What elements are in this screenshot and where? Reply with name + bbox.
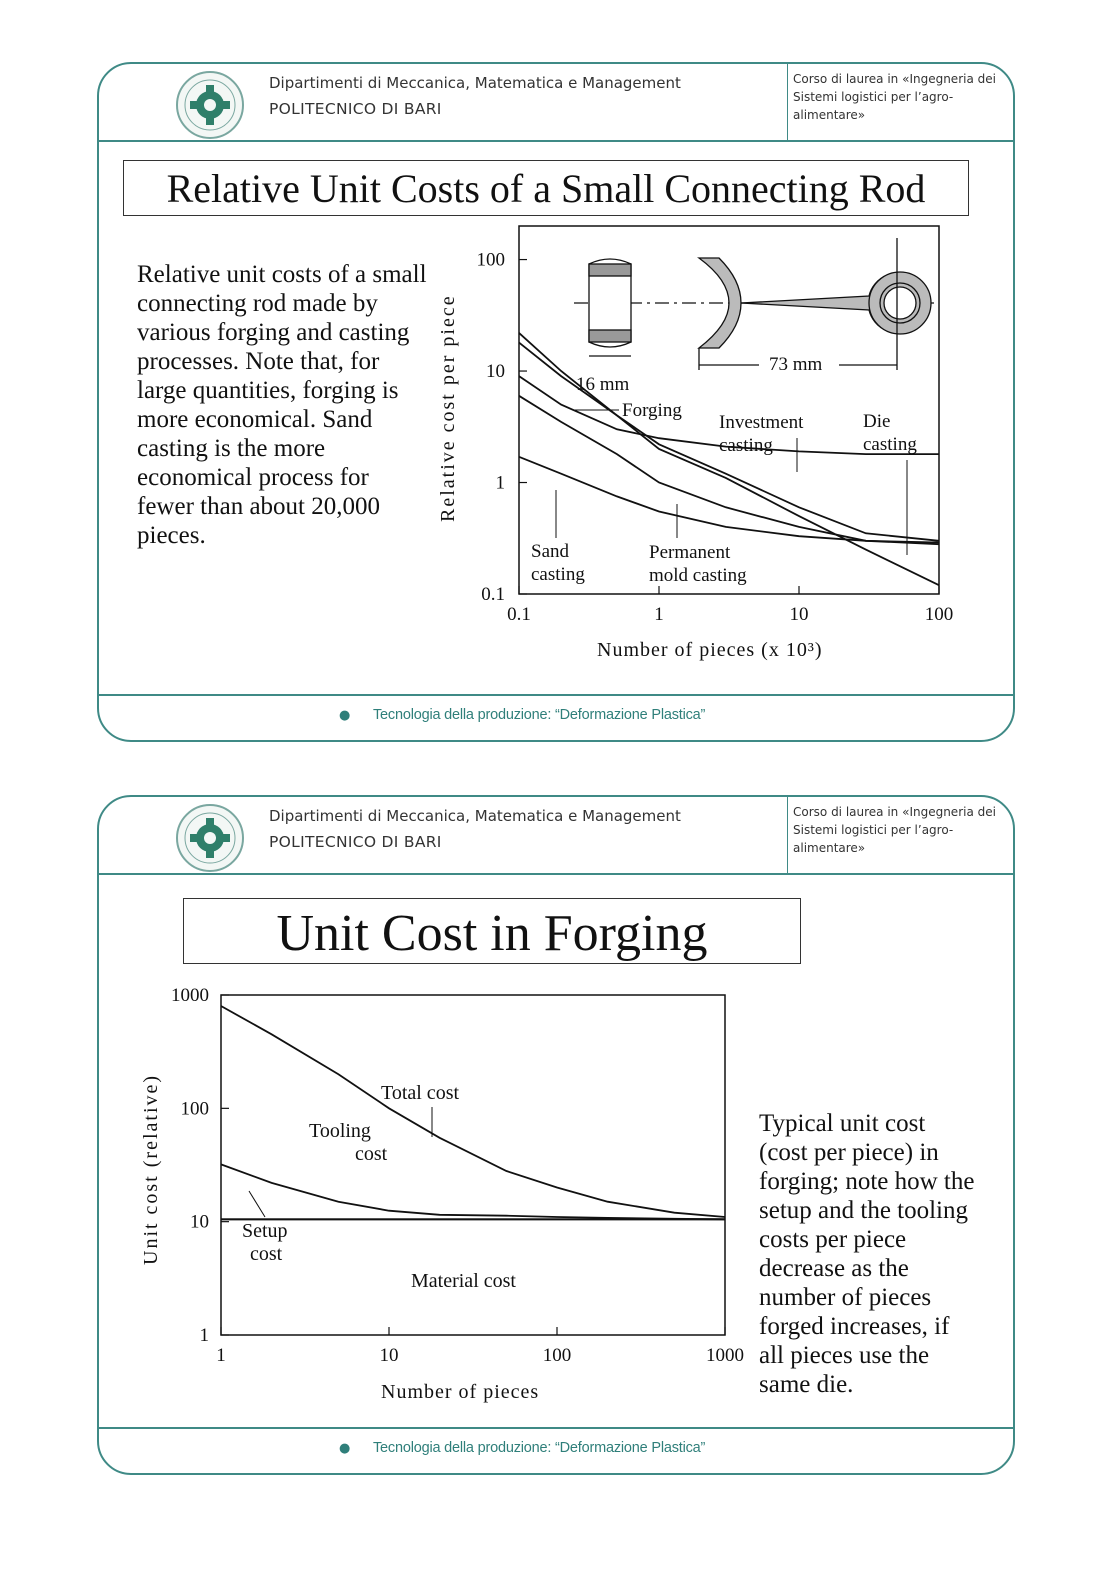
footer-bullet-icon: ●: [339, 1441, 351, 1456]
x-tick-label: 100: [924, 604, 954, 625]
department-name: Dipartimenti di Meccanica, Matematica e Management: [269, 74, 681, 92]
x-axis-label: Number of pieces: [381, 1381, 540, 1403]
x-axis-label: Number of pieces (x 10³): [597, 639, 823, 661]
slide-header: [99, 797, 1013, 875]
y-tick-label: 0.1: [481, 584, 505, 605]
university-seal-icon: [175, 70, 245, 140]
investment-word: Investment: [719, 412, 804, 433]
setup-cost-pointer: [249, 1191, 265, 1217]
university-seal-icon: [175, 803, 245, 873]
series-label-setup-cost: [242, 1220, 293, 1265]
y-tick-label: 1: [495, 472, 505, 494]
series-group: [221, 1006, 725, 1219]
x-tick-label: 10: [789, 604, 809, 625]
setup-word: Setup: [242, 1220, 288, 1242]
y-axis-label: Unit cost (relative): [140, 1073, 162, 1265]
y-axis-label: Relative cost per piece: [437, 294, 459, 522]
course-name: Corso di laurea in «Ingegneria dei Sistemi logistici per l’agro-alimentare»: [793, 805, 996, 855]
series-label-sand: [531, 541, 585, 585]
course-name: Corso di laurea in «Ingegneria dei Sistemi logistici per l’agro-alimentare»: [793, 72, 996, 122]
series-label-permanent: [649, 542, 747, 586]
series-label-total-cost: Total cost: [381, 1082, 460, 1104]
permanent-word: Permanent: [649, 542, 731, 563]
slide-footer: [99, 694, 1013, 740]
sand-word: Sand: [531, 541, 569, 562]
y-tick-label: 10: [486, 361, 505, 383]
mold-casting-word: mold casting: [649, 565, 747, 586]
department-name: Dipartimenti di Meccanica, Matematica e Management: [269, 807, 681, 825]
slide-2: [97, 795, 1015, 1475]
x-tick-label: 10: [379, 1345, 399, 1366]
connecting-rod-drawing: [574, 238, 934, 370]
y-tick-label: 1000: [171, 985, 209, 1006]
university-name: POLITECNICO DI BARI: [269, 833, 442, 851]
slide-footer: [99, 1427, 1013, 1473]
header-divider: [787, 797, 788, 873]
series-label-investment: [719, 412, 808, 456]
drawing-label-73mm: 73 mm: [769, 354, 823, 375]
x-tick-label: 100: [542, 1345, 572, 1366]
series-line-tooling-cost: [221, 1164, 725, 1219]
slide-title: Relative Unit Costs of a Small Connecting Rod: [123, 160, 969, 216]
tooling-cost-word: cost: [355, 1143, 388, 1165]
series-line-total-cost: [221, 1006, 725, 1217]
x-tick-label: 1: [654, 604, 664, 625]
y-tick-label: 100: [476, 249, 505, 271]
series-label-material-cost: Material cost: [411, 1270, 516, 1292]
header-divider: [787, 64, 788, 140]
footer-text: Tecnologia della produzione: “Deformazione Plastica”: [373, 707, 706, 723]
y-tick-label: 1: [199, 1325, 209, 1346]
die-word: Die: [863, 411, 891, 432]
investment-casting-word: casting: [719, 435, 773, 456]
forging-cost-chart: [129, 975, 759, 1420]
y-tick-label: 100: [180, 1098, 209, 1120]
series-line-sand-casting: [519, 457, 939, 543]
series-label-die: [863, 411, 917, 455]
setup-cost-word: cost: [250, 1243, 283, 1265]
footer-bullet-icon: ●: [339, 708, 351, 723]
slide-description: Typical unit cost (cost per piece) in forging; note how the setup and the tooling costs per piece decrease as the number of pieces forged increases, if all pieces use the same die.: [759, 1110, 975, 1398]
series-label-forging: Forging: [622, 400, 682, 421]
slide-1: [97, 62, 1015, 742]
sand-casting-word: casting: [531, 564, 585, 585]
slide-title: Unit Cost in Forging: [183, 898, 801, 964]
x-tick-label: 1: [216, 1345, 226, 1366]
series-label-tooling-cost: [309, 1120, 388, 1165]
university-name: POLITECNICO DI BARI: [269, 100, 442, 118]
relative-cost-chart: [429, 220, 969, 670]
tooling-word: Tooling: [309, 1120, 371, 1142]
slide-description: Relative unit costs of a small connecting rod made by various forging and casting processes. Note that, for large quantities, forging is more economical. Sand casting is the more economical process for fewer than about 20,000 pieces.: [137, 261, 427, 549]
y-tick-label: 10: [190, 1211, 209, 1233]
tick-group: [171, 985, 744, 1366]
x-tick-label: 1000: [706, 1345, 744, 1366]
die-casting-word: casting: [863, 434, 917, 455]
footer-text: Tecnologia della produzione: “Deformazione Plastica”: [373, 1440, 706, 1456]
slide-header: [99, 64, 1013, 142]
x-tick-label: 0.1: [507, 604, 531, 625]
drawing-label-16mm: 16 mm: [576, 374, 630, 395]
